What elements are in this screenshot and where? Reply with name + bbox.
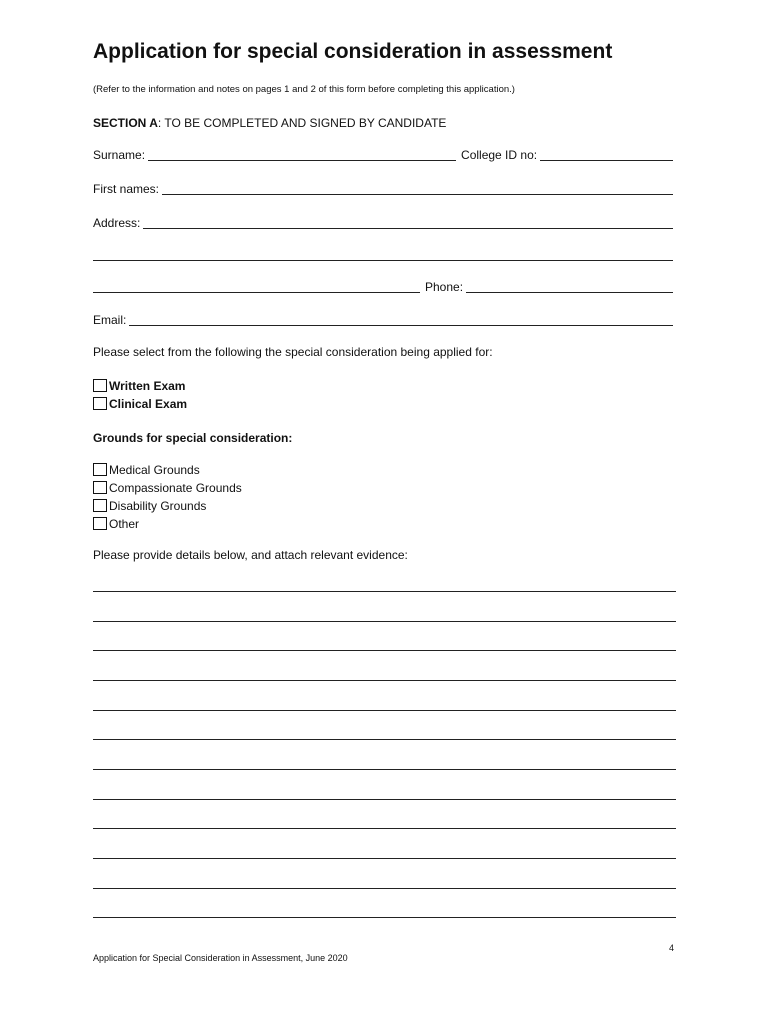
clinical-exam-checkbox[interactable] (93, 397, 107, 410)
clinical-exam-label: Clinical Exam (109, 396, 188, 411)
email-field[interactable] (129, 313, 673, 326)
page-title: Application for special consideration in assessment (93, 40, 613, 63)
address-field-line-2[interactable] (93, 248, 673, 261)
section-text: : TO BE COMPLETED AND SIGNED BY CANDIDATE (157, 116, 447, 130)
details-line[interactable] (93, 739, 676, 740)
other-grounds-option[interactable] (93, 516, 139, 531)
surname-row (93, 146, 673, 162)
phone-field[interactable] (466, 280, 673, 293)
surname-field[interactable] (148, 148, 456, 161)
details-line[interactable] (93, 917, 676, 918)
instruction-note: (Refer to the information and notes on pages 1 and 2 of this form before completing this application.) (93, 84, 515, 95)
other-grounds-checkbox[interactable] (93, 517, 107, 530)
grounds-heading: Grounds for special consideration: (93, 431, 293, 445)
compassionate-grounds-label: Compassionate Grounds (109, 480, 242, 495)
disability-grounds-checkbox[interactable] (93, 499, 107, 512)
first-names-label: First names: (93, 182, 160, 196)
details-line[interactable] (93, 680, 676, 681)
disability-grounds-label: Disability Grounds (109, 498, 207, 513)
compassionate-grounds-checkbox[interactable] (93, 481, 107, 494)
written-exam-label: Written Exam (109, 378, 186, 393)
phone-label: Phone: (425, 280, 464, 294)
first-names-row (93, 180, 673, 196)
email-row (93, 311, 673, 327)
first-names-field[interactable] (162, 182, 673, 195)
written-exam-option[interactable] (93, 378, 185, 393)
details-line[interactable] (93, 828, 676, 829)
email-label: Email: (93, 313, 127, 327)
surname-label: Surname: (93, 148, 146, 162)
medical-grounds-option[interactable] (93, 462, 200, 477)
other-grounds-label: Other (109, 516, 140, 531)
details-line[interactable] (93, 591, 676, 592)
selection-prompt: Please select from the following the special consideration being applied for: (93, 345, 493, 359)
details-line[interactable] (93, 858, 676, 859)
details-line[interactable] (93, 888, 676, 889)
college-id-field[interactable] (540, 148, 673, 161)
address-label: Address: (93, 216, 141, 230)
page-number: 4 (669, 943, 675, 953)
details-line[interactable] (93, 769, 676, 770)
address-field-line-3[interactable] (93, 280, 420, 293)
address-phone-row (93, 278, 673, 294)
address-row (93, 214, 673, 230)
address-row-2 (93, 246, 673, 262)
section-label: SECTION A (93, 116, 158, 130)
details-line[interactable] (93, 621, 676, 622)
details-prompt: Please provide details below, and attach relevant evidence: (93, 548, 408, 562)
disability-grounds-option[interactable] (93, 498, 206, 513)
footer-text: Application for Special Consideration in Assessment, June 2020 (93, 953, 348, 963)
compassionate-grounds-option[interactable] (93, 480, 242, 495)
written-exam-checkbox[interactable] (93, 379, 107, 392)
section-heading (93, 116, 446, 130)
details-line[interactable] (93, 650, 676, 651)
medical-grounds-checkbox[interactable] (93, 463, 107, 476)
clinical-exam-option[interactable] (93, 396, 187, 411)
details-line[interactable] (93, 710, 676, 711)
medical-grounds-label: Medical Grounds (109, 462, 200, 477)
details-line[interactable] (93, 799, 676, 800)
college-id-label: College ID no: (461, 148, 538, 162)
address-field-line-1[interactable] (143, 216, 673, 229)
